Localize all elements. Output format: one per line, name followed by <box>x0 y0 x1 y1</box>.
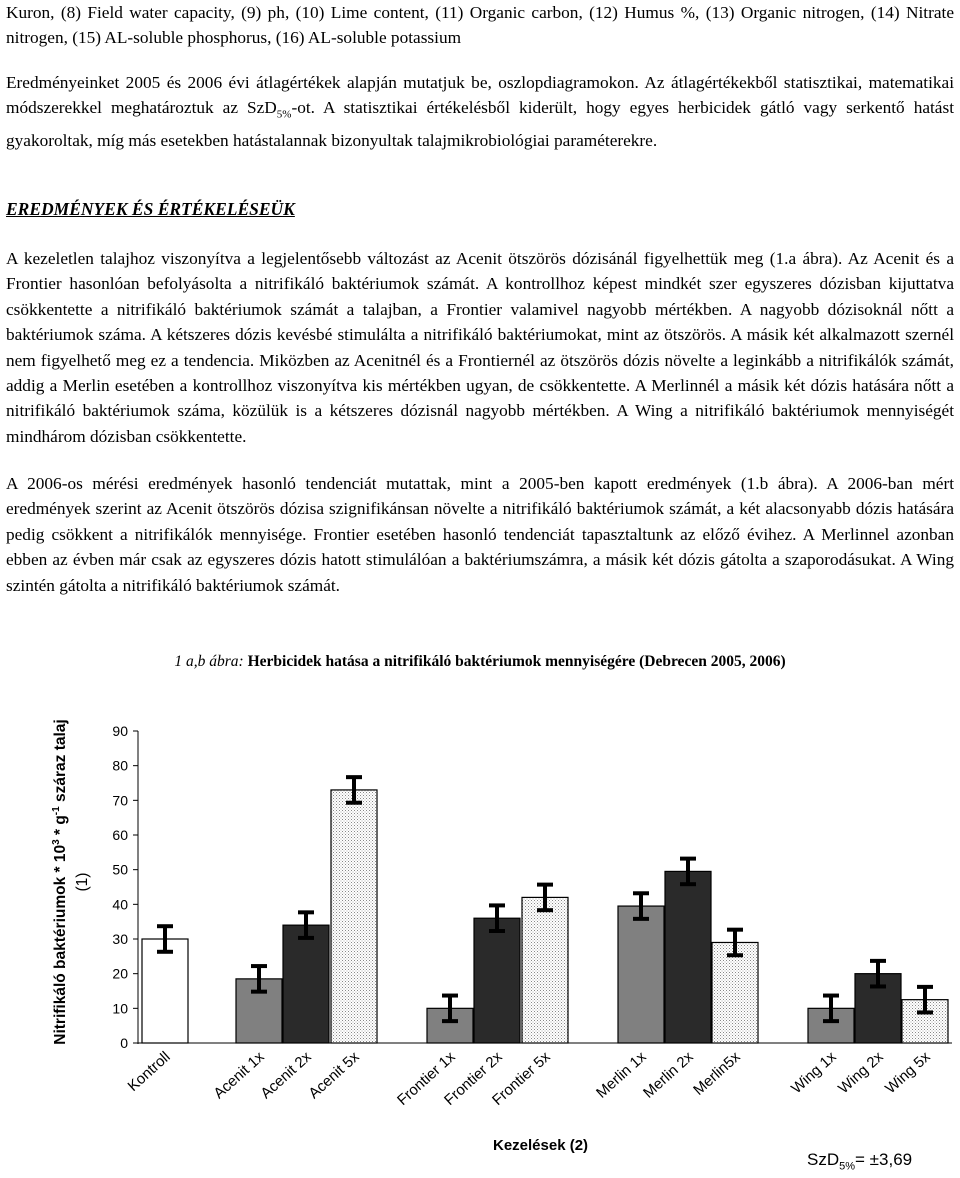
y-tick-label: 80 <box>112 757 128 774</box>
y-tick-label: 40 <box>112 896 128 913</box>
y-axis-label-sup1: 3 <box>51 839 62 845</box>
x-axis-label: Kezelések (2) <box>493 1137 589 1154</box>
x-tick-label: Wing 5x <box>882 1048 934 1098</box>
y-tick-label: 50 <box>112 861 128 878</box>
x-tick-label: Frontier 2x <box>441 1048 506 1109</box>
paragraph-2: A kezeletlen talajhoz viszonyítva a legjelentősebb változást az Acenit ötszörös dózisánál figyelhettük meg (1.a ábra). Az Acenit és a Frontier hasonlóan befolyásolta a nitrifikáló baktériumok számát. A kontrollhoz képest mindkét szer egyszeres dózisban kijuttatva csökkentette a nitrifikáló baktériumok számát a talajban, a Frontier valamivel nagyobb mértékben. A nagyobb dózisoknál nőtt a baktériumok száma. A kétszeres dózis kevésbé stimulálta a nitrifikáló baktériumokat, mint az ötszörös. A másik két alkalmazott szernél nem figyelhető meg ez a tendencia. Miközben az Acenitnél és a Frontiernél az ötszörös dózis növelte a leginkább a nitrifikálók számát, addig a Merlin esetében a kontrollhoz viszonyítva kis mértékben ugyan, de csökkentette. A Merlinnél a másik két dózis hatására nőtt a nitrifikáló baktériumok száma, közülük is a kétszeres dózisnál nagyobb mértékben. A Wing a nitrifikáló baktériumok mennyiségét mindhárom dózisban csökkentette. <box>6 249 954 446</box>
legend-line: Kuron, (8) Field water capacity, (9) ph, (10) Lime content, (11) Organic carbon, (12) Humus %, (13) Organic nitrogen, (14) Nitrate nitrogen, (15) AL-soluble phosphorus, (16) AL-soluble potassium <box>6 3 954 48</box>
figure-caption <box>0 653 960 671</box>
y-axis-label-sup2: -1 <box>51 806 62 816</box>
paragraph-1 <box>6 70 954 154</box>
y-ticks-group <box>112 723 138 1051</box>
y-tick-label: 20 <box>112 965 128 982</box>
y-axis-label-end: száraz talaj <box>52 719 70 807</box>
paragraph-1-subscript: 5% <box>276 108 292 121</box>
x-tick-label: Wing 1x <box>788 1048 840 1098</box>
bar-acenit-5x <box>331 790 377 1043</box>
y-tick-label: 60 <box>112 827 128 843</box>
x-tick-label: Merlin 1x <box>593 1048 650 1102</box>
x-tick-label: Wing 2x <box>835 1048 887 1098</box>
x-labels-group <box>125 1048 935 1109</box>
szd-value <box>807 1150 912 1172</box>
x-tick-label: Acenit 5x <box>305 1048 363 1103</box>
bar-kontroll <box>142 939 188 1043</box>
paragraph-3: A 2006-os mérési eredmények hasonló tendenciát mutattak, mint a 2005-ben kapott eredmények (1.b ábra). A 2006-ban mért eredmények szerint az Acenit ötszörös dózisa szignifikánsan növelte a nitrifikáló baktériumok számát, a két alacsonyabb dózis hatására pedig csökkent a nitrifikálók mennyisége. Frontier esetében hasonló tendenciát tapasztaltunk az előző évihez. A Merlinnel azonban ebben az évben már csak az egyszeres dózis hatott stimulálóan a baktériumszámra, a másik két dózis gátolta a szaporodásukat. A Wing szintén gátolta a nitrifikáló baktériumok számát. <box>6 474 954 595</box>
bar-chart <box>0 690 960 1178</box>
paragraph-1-part2: -ot. A statisztikai értékelésből kiderült, hogy egyes herbicidek gátló vagy serkentő hatást gyakoroltak, míg más esetekben hatástalannak bizonyultak talajmikrobiológiai paraméterekre. <box>6 98 954 151</box>
bar-merlin5x <box>712 942 758 1043</box>
y-tick-label: 10 <box>112 1000 128 1017</box>
section-heading: EREDMÉNYEK ÉS ÉRTÉKELÉSEÜK <box>6 199 295 219</box>
bar-frontier-5x <box>522 897 568 1043</box>
y-axis-label-main: Nitrifikáló baktériumok * 10 <box>52 844 70 1045</box>
x-tick-label: Acenit 2x <box>257 1048 315 1103</box>
bar-merlin-2x <box>665 871 711 1043</box>
x-tick-label: Kontroll <box>124 1048 174 1096</box>
x-tick-label: Frontier 5x <box>489 1048 554 1109</box>
bars-group <box>142 790 948 1043</box>
figure-title: Herbicidek hatása a nitrifikáló baktériumok mennyiségére (Debrecen 2005, 2006) <box>247 653 786 670</box>
y-axis-label <box>46 702 96 1062</box>
szd-label: SzD <box>807 1150 840 1169</box>
x-tick-label: Frontier 1x <box>394 1048 459 1109</box>
szd-number: = ±3,69 <box>855 1150 913 1169</box>
bar-acenit-2x <box>283 925 329 1043</box>
y-tick-label: 90 <box>112 723 128 739</box>
x-tick-label: Acenit 1x <box>210 1048 268 1103</box>
y-axis-label-mid: * g <box>52 815 70 840</box>
figure-number: 1 a,b ábra: <box>174 653 244 670</box>
paragraph-1-part1: Eredményeinket 2005 és 2006 évi átlagértékek alapján mutatjuk be, oszlopdiagramokon. Az átlagértékekből statisztikai, matematikai módszerekkel meghatároztuk az SzD <box>6 73 954 118</box>
y-tick-label: 70 <box>112 792 128 809</box>
bar-merlin-1x <box>618 906 664 1043</box>
y-tick-label: 30 <box>112 931 128 947</box>
x-tick-label: Merlin5x <box>690 1048 744 1099</box>
x-tick-label: Merlin 2x <box>640 1048 697 1102</box>
szd-subscript: 5% <box>839 1160 856 1173</box>
y-axis-label-line2: (1) <box>74 872 92 892</box>
y-tick-label: 0 <box>120 1035 128 1051</box>
bar-frontier-2x <box>474 918 520 1043</box>
